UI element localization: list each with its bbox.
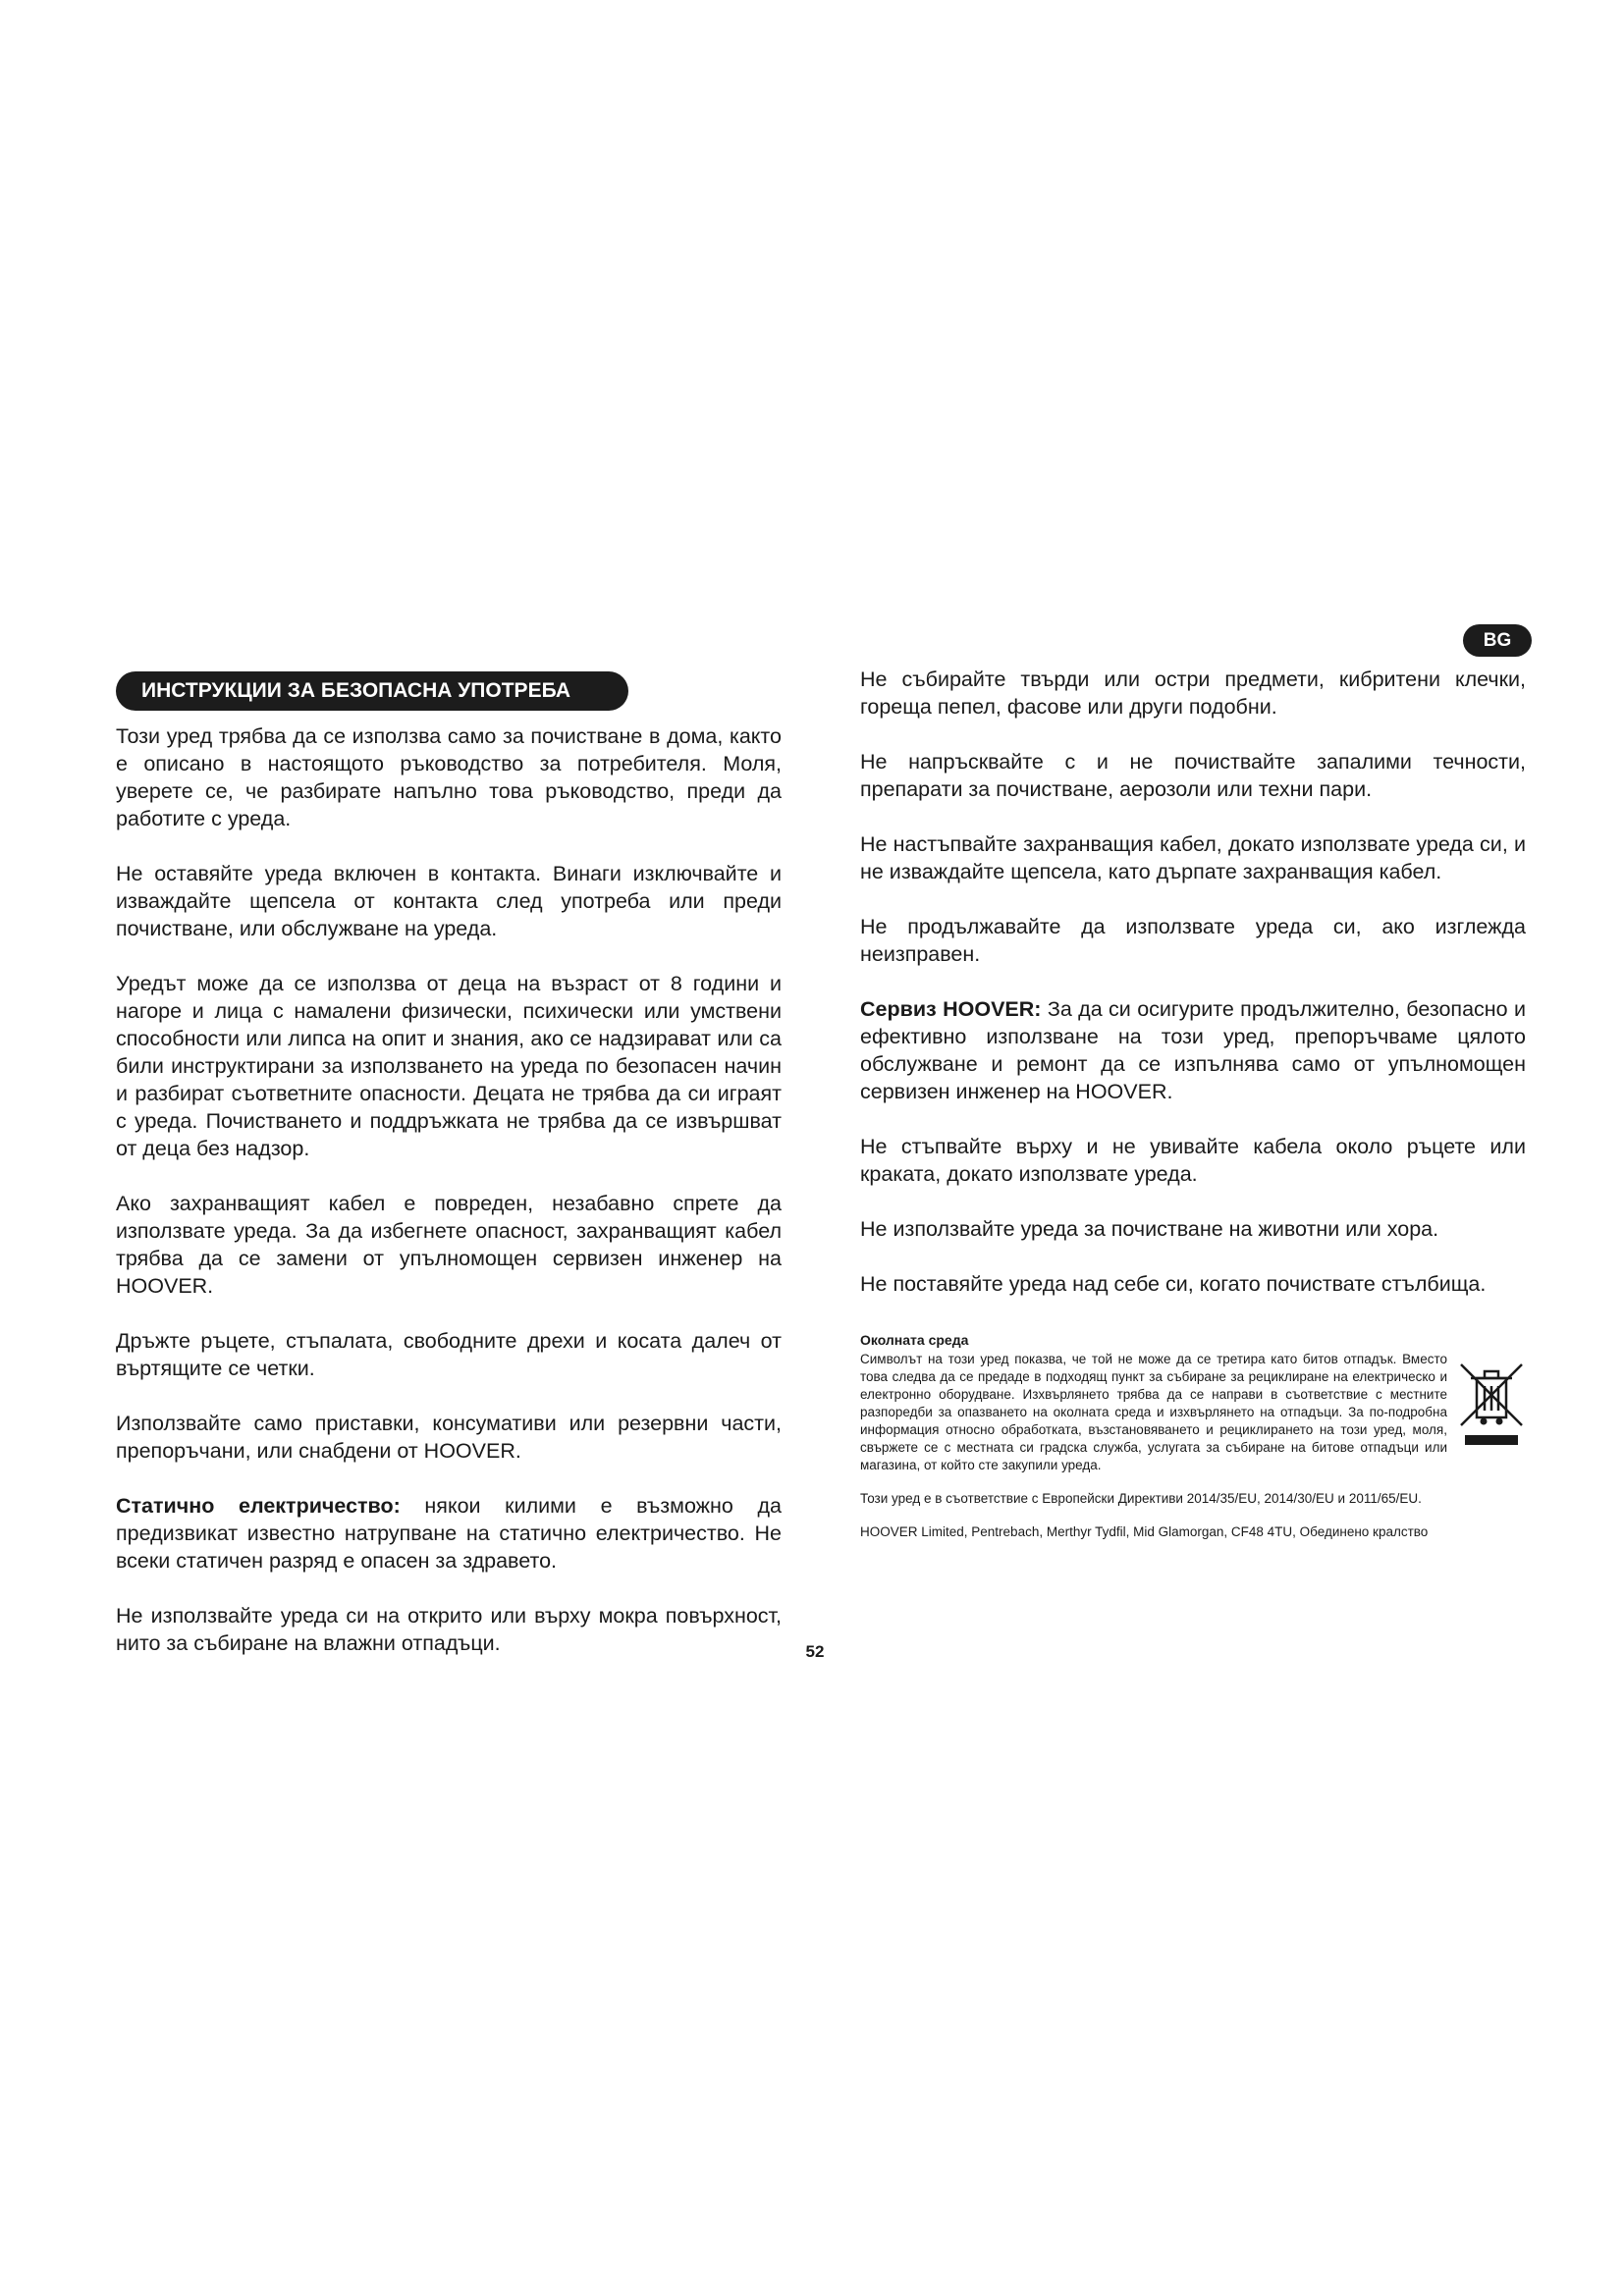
- paragraph: [860, 995, 1526, 1105]
- paragraph-text: Ако захранващият кабел е повреден, незабавно спрете да използвате уреда. За да избегнете опасност, захранващият кабел трябва да се замени от упълномощен сервизен инженер на HOOVER.: [116, 1192, 782, 1298]
- environment-heading: Околната среда: [860, 1332, 969, 1348]
- paragraph: [860, 830, 1526, 885]
- paragraph-text: Не събирайте твърди или остри предмети, кибритени клечки, гореща пепел, фасове или други подобни.: [860, 667, 1526, 719]
- paragraph-text: Не стъпвайте върху и не увивайте кабела около ръцете или краката, докато използвате уреда.: [860, 1135, 1526, 1186]
- paragraph-text: Не настъпвайте захранващия кабел, докато използвате уреда си, и не изваждайте щепсела, като дърпате захранващия кабел.: [860, 832, 1526, 883]
- paragraph: [860, 913, 1526, 968]
- paragraph: [116, 1492, 782, 1575]
- paragraph: [116, 1190, 782, 1300]
- paragraph-text: Не оставяйте уреда включен в контакта. Винаги изключвайте и изваждайте щепсела от контакта след употреба или преди почистване, или обслужване на уреда.: [116, 862, 782, 940]
- paragraph-text: Не поставяйте уреда над себе си, когато почиствате стълбища.: [860, 1272, 1487, 1296]
- paragraph-lead: Статично електричество:: [116, 1494, 401, 1518]
- section-title: ИНСТРУКЦИИ ЗА БЕЗОПАСНА УПОТРЕБА: [116, 671, 628, 711]
- paragraph: [116, 860, 782, 942]
- paragraph-text: Този уред трябва да се използва само за почистване в дома, както е описано в настоящото ръководство за потребителя. Моля, уверете се, че разбирате напълно това ръководство, преди да работите с уреда.: [116, 724, 782, 830]
- paragraph: [116, 1410, 782, 1465]
- paragraph-text: За да си осигурите продължително, безопасно и ефективно използване на този уред, препоръчваме цялото обслужване и ремонт да се изпълнява само от упълномощен сервизен инженер на HOOVER.: [860, 997, 1526, 1103]
- paragraph: [860, 666, 1526, 721]
- paragraph-text: Уредът може да се използва от деца на възраст от 8 години и нагоре и лица с намалени физически, психически или умствени способности или липса на опит и знания, ако се надзирават или са били инструктирани за използването на уреда по безопасен начин и разбират съответните опасности. Децата не трябва да си играят с уреда. Почистването и поддръжката не трябва да се извършват от деца без надзор.: [116, 972, 782, 1160]
- left-column: [116, 722, 782, 1684]
- paragraph-lead: Сервиз HOOVER:: [860, 997, 1042, 1021]
- paragraph-text: Използвайте само приставки, консумативи или резервни части, препоръчани, или снабдени от HOOVER.: [116, 1412, 782, 1463]
- environment-section: [860, 1331, 1528, 1541]
- paragraph-text: Не продължавайте да използвате уреда си, ако изглежда неизправен.: [860, 915, 1526, 966]
- paragraph-text: Дръжте ръцете, стъпалата, свободните дрехи и косата далеч от въртящите се четки.: [116, 1329, 782, 1380]
- paragraph-text: някои килими е възможно да предизвикат известно натрупване на статично електричество. Не всеки статичен разряд е опасен за здравето.: [116, 1494, 782, 1573]
- directives-text: Този уред е в съответствие с Европейски Директиви 2014/35/EU, 2014/30/EU и 2011/65/EU.: [860, 1491, 1422, 1506]
- address-text: HOOVER Limited, Pentrebach, Merthyr Tydfil, Mid Glamorgan, CF48 4TU, Обединено кралство: [860, 1524, 1429, 1539]
- paragraph: [116, 722, 782, 832]
- paragraph: [116, 1602, 782, 1657]
- paragraph: [116, 1327, 782, 1382]
- language-badge: BG: [1463, 624, 1532, 657]
- right-column: [860, 666, 1526, 1325]
- environment-body: [860, 1351, 1528, 1474]
- weee-crossed-bin-icon: [1455, 1357, 1528, 1451]
- paragraph-text: Не напръсквайте с и не почиствайте запалими течности, препарати за почистване, аерозоли или техни пари.: [860, 750, 1526, 801]
- paragraph-text: Не използвайте уреда за почистване на животни или хора.: [860, 1217, 1439, 1241]
- paragraph-text: Не използвайте уреда си на открито или върху мокра повърхност, нито за събиране на влажни отпадъци.: [116, 1604, 782, 1655]
- paragraph: [860, 748, 1526, 803]
- paragraph: [116, 970, 782, 1162]
- paragraph: [860, 1133, 1526, 1188]
- paragraph: [860, 1270, 1526, 1298]
- page-number: 52: [805, 1642, 825, 1661]
- environment-body-text: Символът на този уред показва, че той не може да се третира като битов отпадък. Вместо това следва да се предаде в подходящ пункт за събиране за рециклиране на електрическо и електронно оборудване. Изхвърлянето трябва да се направи в съответствие с местните разпоредби за опазването на околната среда и изхвърлянето на отпадъци. За по-подробна информация относно обработката, възстановяването и рециклирането на този уред, моля, свържете се с местната си градска служба, услугата за събиране на битове отпадъци или магазина, от който сте закупили уреда.: [860, 1352, 1447, 1472]
- paragraph: [860, 1215, 1526, 1243]
